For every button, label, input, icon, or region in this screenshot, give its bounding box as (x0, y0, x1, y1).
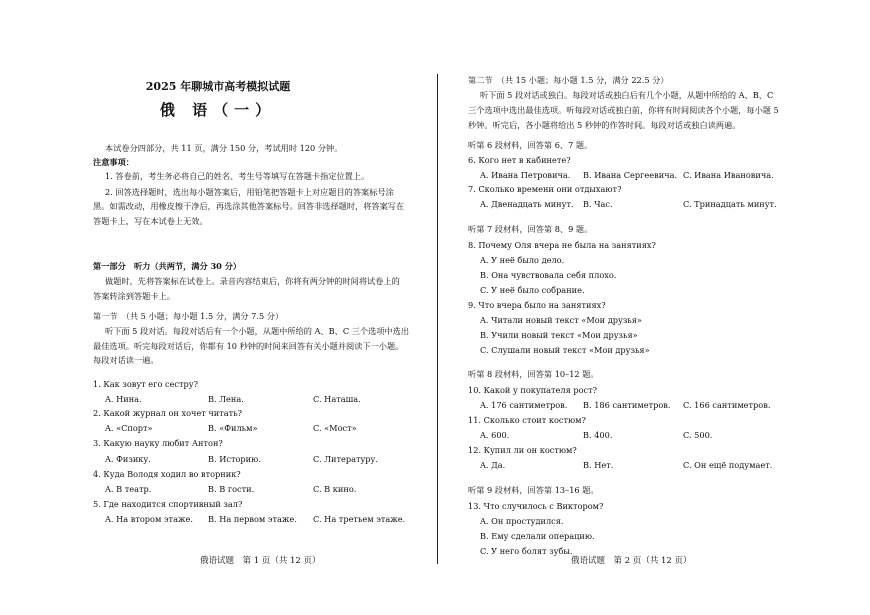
q13-option-c: C. У него болят зубы. (480, 546, 573, 556)
q5-option-a: A. На втором этаже. (105, 514, 193, 524)
note-2-line-3: 答题卡上，写在本试卷上无效。 (93, 216, 208, 226)
q9-option-c: C. Слушали новый текст «Мои друзья» (480, 345, 650, 355)
q12-option-b: B. Нет. (583, 460, 614, 470)
q9-option-a: A. Читали новый текст «Мои друзья» (480, 315, 642, 325)
q3-option-c: C. Литературу. (313, 454, 378, 464)
note-2-line-1: 2. 回答选择题时，选出每小题答案后，用铅笔把答题卡上对应题目的答案标号涂 (105, 187, 394, 197)
page-footer-2: 俄语试题 第 2 页（共 12 页） (571, 556, 692, 566)
q7-option-c: C. Тринадцать минут. (683, 199, 777, 209)
question-5: 5. Где находится спортивный зал? (93, 499, 243, 509)
section-2-instr-2: 三个选项中选出最佳选项。听每段对话或独白前，你将有时间阅读各个小题，每小题 5 (468, 105, 779, 115)
q2-option-c: C. «Мост» (313, 423, 357, 433)
question-13: 13. Что случилось с Виктором? (468, 501, 604, 511)
question-7: 7. Сколько времени они отдыхают? (468, 184, 622, 194)
question-1: 1. Как зовут его сестру? (93, 379, 198, 389)
q7-option-b: B. Час. (583, 199, 613, 209)
q5-option-c: C. На третьем этаже. (313, 514, 406, 524)
note-2-line-2: 黑。如需改动，用橡皮擦干净后，再选涂其他答案标号。回答非选择题时，将答案写在 (93, 201, 405, 211)
part-1-heading: 第一部分 听力（共两节，满分 30 分） (93, 261, 242, 271)
subject-title: 俄 语（一） (159, 101, 277, 119)
question-4: 4. Куда Володя ходил во вторник? (93, 469, 241, 479)
q13-option-b: B. Ему сделали операцию. (480, 531, 595, 541)
material-6-heading: 听第 6 段材料，回答第 6、7 题。 (468, 140, 593, 150)
q10-option-c: C. 166 сантиметров. (683, 400, 771, 410)
q12-option-a: A. Да. (480, 460, 506, 470)
material-9-heading: 听第 9 段材料，回答第 13–16 题。 (468, 485, 599, 495)
section-1-instr-3: 每段对话读一遍。 (93, 355, 159, 365)
question-6: 6. Кого нет в кабинете? (468, 155, 571, 165)
question-9: 9. Что вчера было на занятиях? (468, 300, 606, 310)
section-1-instr-1: 听下面 5 段对话。每段对话后有一个小题，从题中所给的 A、B、C 三个选项中选出 (105, 326, 410, 336)
q12-option-c: C. Он ещё подумает. (683, 460, 773, 470)
question-11: 11. Сколько стоит костюм? (468, 415, 586, 425)
q2-option-b: B. «Фильм» (208, 423, 258, 433)
material-7-heading: 听第 7 段材料，回答第 8、9 题。 (468, 224, 593, 234)
q1-option-b: B. Лена. (208, 394, 244, 404)
q1-option-a: A. Нина. (105, 394, 142, 404)
q8-option-c: C. У неё было собрание. (480, 285, 585, 295)
question-12: 12. Купил ли он костюм? (468, 445, 577, 455)
section-2-instr-1: 听下面 5 段对话或独白。每段对话或独白后有几个小题，从题中所给的 A、B、C (480, 90, 774, 100)
question-10: 10. Какой у покупателя рост? (468, 385, 598, 395)
section-2-instr-3: 秒钟。听完后，各小题将给出 5 秒钟的作答时间。每段对话或独白读两遍。 (468, 120, 741, 130)
q5-option-b: B. На первом этаже. (208, 514, 297, 524)
q2-option-a: A. «Спорт» (105, 423, 153, 433)
q4-option-b: B. В гости. (208, 484, 255, 494)
q3-option-b: B. Историю. (208, 454, 261, 464)
page-footer-1: 俄语试题 第 1 页（共 12 页） (200, 556, 321, 566)
q9-option-b: B. Учили новый текст «Мои друзья» (480, 330, 638, 340)
section-1-heading: 第一节 （共 5 小题；每小题 1.5 分，满分 7.5 分） (93, 311, 284, 321)
q10-option-b: B. 186 сантиметров. (583, 400, 671, 410)
question-2: 2. Какой журнал он хочет читать? (93, 408, 243, 418)
q10-option-a: A. 176 сантиметров. (480, 400, 568, 410)
q11-option-c: C. 500. (683, 430, 713, 440)
q7-option-a: A. Двенадцать минут. (480, 199, 574, 209)
question-8: 8. Почему Оля вчера не была на занятиях? (468, 240, 656, 250)
material-8-heading: 听第 8 段材料，回答第 10–12 题。 (468, 369, 599, 379)
notes-heading: 注意事项： (93, 157, 134, 167)
q1-option-c: C. Наташа. (313, 394, 361, 404)
q6-option-a: A. Ивана Петровича. (480, 170, 571, 180)
part-1-instr-1: 做题时，先将答案标在试卷上。录音内容结束后，你将有两分钟的时间将试卷上的 (105, 276, 400, 286)
q3-option-a: A. Физику. (105, 454, 151, 464)
part-1-instr-2: 答案转涂到答题卡上。 (93, 291, 175, 301)
q13-option-a: A. Он простудился. (480, 516, 564, 526)
q8-option-b: B. Она чувствовала себя плохо. (480, 270, 617, 280)
exam-title: 2025 年聊城市高考模拟试题 (145, 80, 291, 93)
q11-option-a: A. 600. (480, 430, 510, 440)
q4-option-a: A. В театр. (105, 484, 152, 494)
q6-option-b: B. Ивана Сергеевича. (583, 170, 678, 180)
section-2-heading: 第二节 （共 15 小题；每小题 1.5 分，满分 22.5 分） (468, 75, 669, 85)
exam-intro: 本试卷分四部分，共 11 页，满分 150 分，考试用时 120 分钟。 (105, 143, 343, 153)
q8-option-a: A. У неё было дело. (480, 255, 565, 265)
section-1-instr-2: 最佳选项。听完每段对话后，你都有 10 秒钟的时间来回答有关小题并阅读下一小题。 (93, 341, 404, 351)
q11-option-b: B. 400. (583, 430, 613, 440)
q6-option-c: C. Ивана Ивановича. (683, 170, 774, 180)
question-3: 3. Какую науку любит Антон? (93, 438, 223, 448)
q4-option-c: C. В кино. (313, 484, 357, 494)
note-1: 1. 答卷前，考生务必将自己的姓名、考生号等填写在答题卡指定位置上。 (105, 171, 370, 181)
column-divider (437, 74, 438, 564)
